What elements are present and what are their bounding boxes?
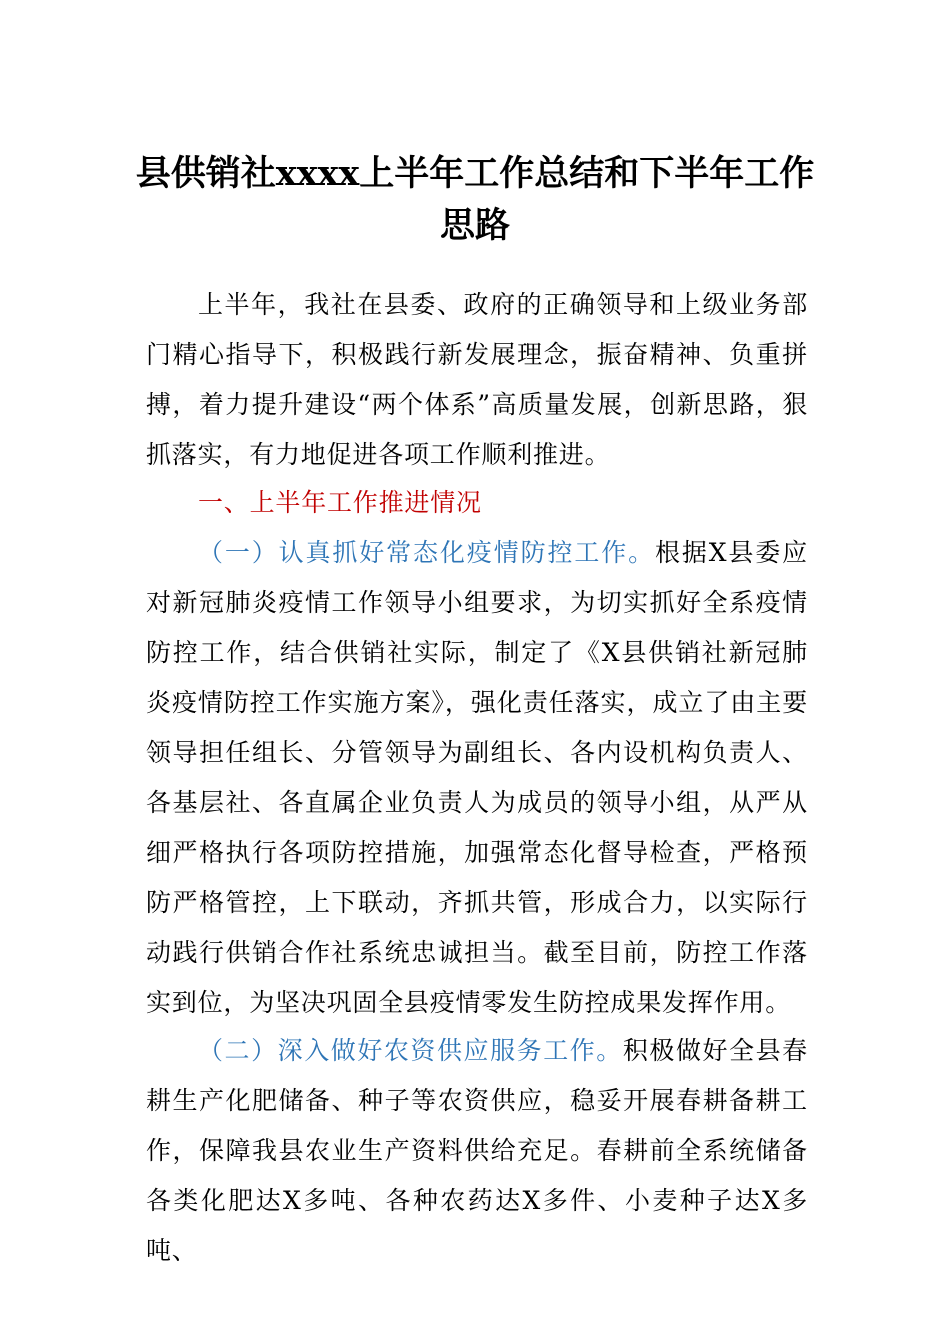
item2-text [146, 1026, 808, 1276]
intro-text: 上半年，我社在县委、政府的正确领导和上级业务部门精心指导下，积极践行新发展理念，振奋精神、负重拼搏，着力提升建设“两个体系”高质量发展，创新思路，狠抓落实，有力地促进各项工作顺利推进。 [146, 290, 808, 469]
item2-heading: （二）深入做好农资供应服务工作。 [198, 1036, 623, 1065]
item1-text [146, 528, 808, 1028]
item1-heading: （一）认真抓好常态化疫情防控工作。 [198, 538, 655, 567]
item2-paragraph [146, 1026, 808, 1276]
item1-body: 根据X县委应对新冠肺炎疫情工作领导小组要求，为切实抓好全系疫情防控工作，结合供销社实际，制定了《X县供销社新冠肺炎疫情防控工作实施方案》，强化责任落实，成立了由主要领导担任组长、分管领导为副组长、各内设机构负责人、各基层社、各直属企业负责人为成员的领导小组，从严从细严格执行各项防控措施，加强常态化督导检查，严格预防严格管控，上下联动，齐抓共管，形成合力，以实际行动践行供销合作社系统忠诚担当。截至目前，防控工作落实到位，为坚决巩固全县疫情零发生防控成果发挥作用。 [146, 538, 808, 1017]
item1-paragraph [146, 528, 808, 1028]
item2-body: 积极做好全县春耕生产化肥储备、种子等农资供应，稳妥开展春耕备耕工作，保障我县农业生产资料供给充足。春耕前全系统储备各类化肥达X多吨、各种农药达X多件、小麦种子达X多吨、 [146, 1036, 808, 1265]
section-heading: 一、上半年工作推进情况 [198, 488, 482, 517]
document-title: 县供销社xxxx上半年工作总结和下半年工作思路 [135, 153, 815, 246]
intro-paragraph [146, 280, 808, 480]
